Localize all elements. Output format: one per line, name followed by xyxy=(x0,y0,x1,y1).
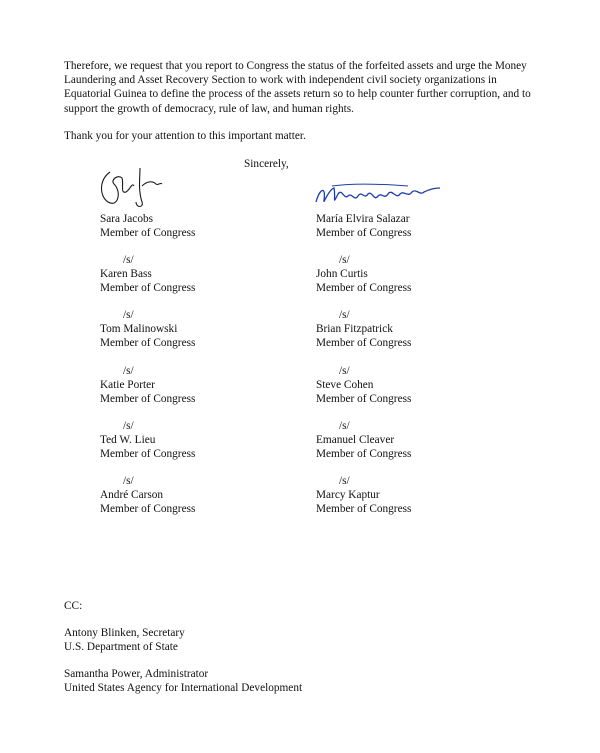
signatory-name: Tom Malinowski xyxy=(100,323,178,335)
signatory-john-curtis xyxy=(316,253,476,295)
signatory-name: Steve Cohen xyxy=(316,379,374,391)
signature-mark: /s/ xyxy=(123,309,134,321)
thanks-paragraph: Thank you for your attention to this important matter. xyxy=(64,130,306,142)
signature-mark: /s/ xyxy=(339,254,350,266)
signatory-name: Emanuel Cleaver xyxy=(316,434,395,446)
signature-mark: /s/ xyxy=(339,309,350,321)
signature-mark: /s/ xyxy=(339,475,350,487)
signatory-name: Marcy Kaptur xyxy=(316,489,380,501)
signatory-ted-lieu xyxy=(100,419,260,461)
signature-mark: /s/ xyxy=(123,254,134,266)
signatory-name: María Elvira Salazar xyxy=(316,213,410,225)
signatory-tom-malinowski xyxy=(100,308,260,350)
signatory-name: Katie Porter xyxy=(100,379,155,391)
signatory-karen-bass xyxy=(100,253,260,295)
handwritten-signature-jacobs xyxy=(96,162,166,214)
closing-salutation: Sincerely, xyxy=(244,158,289,170)
signatory-steve-cohen xyxy=(316,364,476,406)
signatory-role: Member of Congress xyxy=(316,227,412,239)
signatory-role: Member of Congress xyxy=(100,282,196,294)
signatory-katie-porter xyxy=(100,364,260,406)
cc-recipient-blinken xyxy=(64,626,185,654)
signature-mark: /s/ xyxy=(339,420,350,432)
cc-recipient-name: Samantha Power, Administrator xyxy=(64,668,209,680)
closing-request-paragraph: Therefore, we request that you report to Congress the status of the forfeited assets and urge the Money Laundering and Asset Recovery Section to work with independent civil society organizations in Equatorial Guinea to define the process of the assets return so to help counter further corruption, and to support the growth of democracy, rule of law, and human rights. xyxy=(64,60,531,115)
signatory-name: André Carson xyxy=(100,489,164,501)
signatory-role: Member of Congress xyxy=(100,227,196,239)
signatory-name: Ted W. Lieu xyxy=(100,434,156,446)
signatory-role: Member of Congress xyxy=(316,503,412,515)
signatory-role: Member of Congress xyxy=(100,393,196,405)
signatory-role: Member of Congress xyxy=(100,503,196,515)
signatory-name: Brian Fitzpatrick xyxy=(316,323,393,335)
signature-mark: /s/ xyxy=(123,365,134,377)
signatory-sara-jacobs xyxy=(100,212,260,240)
cc-recipient-org: U.S. Department of State xyxy=(64,641,178,653)
signatory-role: Member of Congress xyxy=(316,337,412,349)
handwritten-signature-salazar xyxy=(312,180,444,212)
signatory-role: Member of Congress xyxy=(100,448,196,460)
signatory-emanuel-cleaver xyxy=(316,419,476,461)
cc-recipient-power xyxy=(64,667,302,695)
signatory-role: Member of Congress xyxy=(316,282,412,294)
signatory-andre-carson xyxy=(100,474,260,516)
signatory-name: Sara Jacobs xyxy=(100,213,154,225)
signatory-role: Member of Congress xyxy=(316,448,412,460)
signatory-role: Member of Congress xyxy=(100,337,196,349)
signatory-marcy-kaptur xyxy=(316,474,476,516)
signatory-name: Karen Bass xyxy=(100,268,152,280)
signatory-role: Member of Congress xyxy=(316,393,412,405)
signatory-maria-elvira-salazar xyxy=(316,212,476,240)
signature-mark: /s/ xyxy=(123,475,134,487)
signature-mark: /s/ xyxy=(339,365,350,377)
signatory-name: John Curtis xyxy=(316,268,368,280)
cc-recipient-org: United States Agency for International Development xyxy=(64,682,303,694)
cc-label: CC: xyxy=(64,600,83,612)
cc-recipient-name: Antony Blinken, Secretary xyxy=(64,627,185,639)
signature-mark: /s/ xyxy=(123,420,134,432)
signatory-brian-fitzpatrick xyxy=(316,308,476,350)
